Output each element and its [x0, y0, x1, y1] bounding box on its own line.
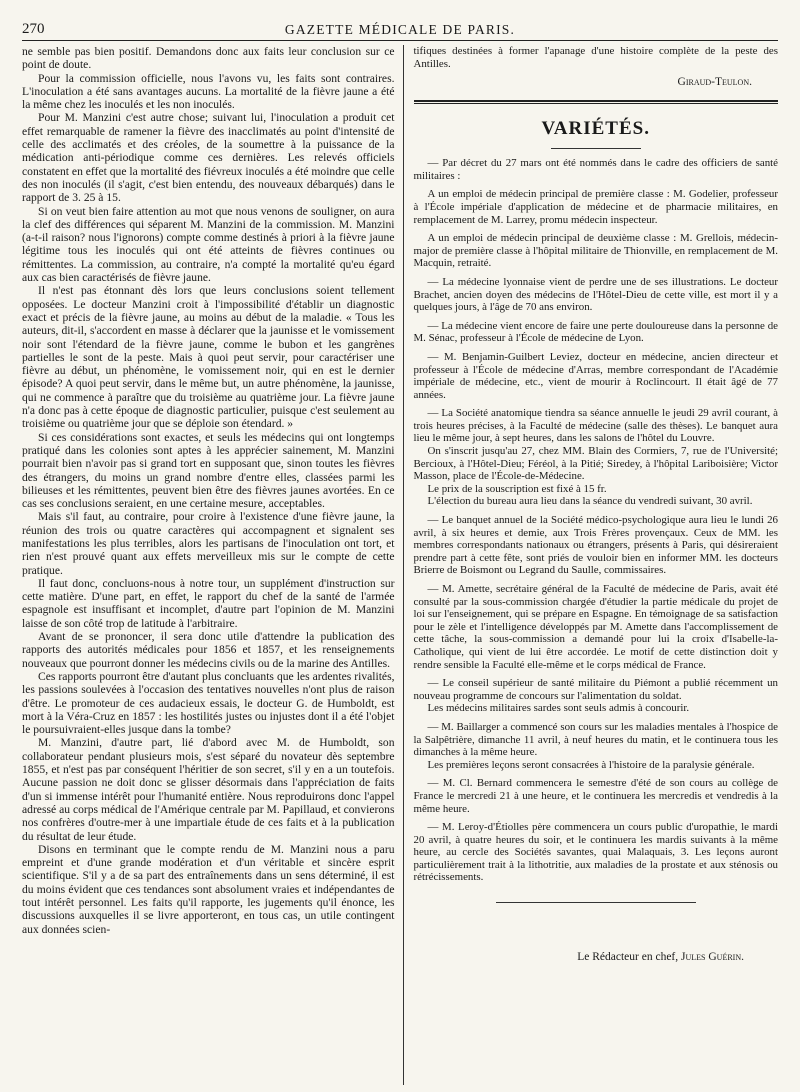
varietes-items	[414, 157, 779, 884]
section-title-rule	[551, 148, 641, 149]
article-paragraph: Ces rapports pourront être d'autant plus concluants que les ardentes rivalités, les passions soulevées à l'occasion des tentatives nouvelles n'ont plus de raison d'être. Le promoteur de ces audacieux essais, le docteur G. de Humboldt, est mort à la Véra-Cruz en 1857 : les hostilités justes ou injustes dont il a été l'objet le poursuivraient-elles jusque dans la tombe?	[22, 669, 395, 737]
news-item: Le prix de la souscription est fixé à 15 fr.	[427, 482, 607, 495]
end-rule	[496, 902, 696, 903]
section-rule-thin	[414, 103, 779, 104]
news-item: — M. Benjamin-Guilbert Leviez, docteur en médecine, ancien directeur et professeur à l'École de médecine d'Arras, membre correspondant de l'Académie impériale de médecine, etc., vient de mourir à Roclincourt. Il était âgé de 77 années.	[413, 350, 778, 401]
article-paragraph: Pour M. Manzini c'est autre chose; suivant lui, l'inoculation a produit cet effet remarquable de ramener la fièvre des inacclimatés au point d'intensité de celle des acclimatés et des créoles, de la soumettre à la puissance de la médication anti-périodique comme ces dernières. Les relevés officiels constatent en effet que la mortalité des fiévreux inoculés a été moindre que celle des non inoculés (il s'agit, c'est bien entendu, des nouveaux débarqués) dans le rapport de 3. 25 à 15.	[22, 111, 395, 205]
article-paragraph: Si ces considérations sont exactes, et seuls les médecins qui ont longtemps pratiqué dans les colonies sont aptes à les apprécier sainement, M. Manzini pourrait bien n'avoir pas si grand tort en supposant que, sinon toutes les fièvres des étrangers, du moins un grand nombre d'entre elles, classées parmi les bilieuses et les rémittentes, peuvent bien être des fièvres jaunes avortées. En ce cas ses conclusions seraient, en une certaine mesure, acceptables.	[22, 430, 395, 511]
news-item: — La médecine lyonnaise vient de perdre une de ses illustrations. Le docteur Brachet, ancien doyen des médecins de l'Hôtel-Dieu de cette ville, est mort il y a quelques jours, à l'âge de 70 ans environ.	[413, 275, 778, 314]
running-head	[22, 16, 778, 41]
editor-label: Le Rédacteur en chef,	[577, 951, 679, 964]
article-paragraph: Si on veut bien faire attention au mot que nous venons de souligner, on aura la clef des différences qui séparent M. Manzini de la commission. M. Manzini (a-t-il raison? nous l'ignorons) compte comme destinés à priori à la fièvre jaune légitime tous les inoculés qui ont été atteints de fièvres continues ou rémittentes. La commission, au contraire, n'a compté la mortalité qu'eu égard aux cas bien caractérisés de fièvre jaune.	[22, 204, 395, 285]
news-item: — M. Leroy-d'Étiolles père commencera un cours public d'uropathie, le mardi 20 avril, à quatre heures du soir, et le continuera les mardis suivants à la même heure, au cercle des Sociétés savantes, quai Malaquais, 3. Les leçons auront particulièrement trait à la lithotritie, aux maladies de la prostate et aux sténosis ou rétrécissements.	[413, 821, 778, 884]
news-item: — M. Amette, secrétaire général de la Faculté de médecine de Paris, avait été consulté par la sous-commission chargée d'étudier la partie médicale du projet de loi sur l'enseignement, qui se prépare en Espagne. En témoignage de sa satisfaction pour le zèle et l'intelligence développés par M. Amette dans l'accomplissement de cette tâche, la sous-commission a demandé pour lui la croix d'Isabelle-la-Catholique, qui vient de lui être accordée. Le motif de cette distinction doit y rendre sensible la Faculté elle-même et le corps médical de France.	[413, 583, 778, 671]
journal-title: GAZETTE MÉDICALE DE PARIS.	[284, 22, 516, 37]
article-paragraph: ne semble pas bien positif. Demandons donc aux faits leur conclusion sur ce point de doute.	[22, 45, 395, 72]
news-item: — Par décret du 27 mars ont été nommés dans le cadre des officiers de santé militaires :	[413, 157, 778, 182]
article-paragraph: Pour la commission officielle, nous l'avons vu, les faits sont contraires. L'inoculation a été sans avantages aucuns. La mortalité de la fièvre jaune a été la même chez les inoculés et les non inoculés.	[22, 71, 395, 112]
article-paragraph: Il faut donc, concluons-nous à notre tour, un supplément d'instruction sur cette matière. D'une part, en effet, le rapport du chef de la santé de l'armée espagnole est insuffisant et incomplet, d'autre part l'opinion de M. Manzini laisse de son côté trop de latitude à l'arbitraire.	[22, 576, 395, 630]
columns	[22, 45, 778, 1085]
news-item: Les médecins militaires sardes sont seuls admis à concourir.	[427, 702, 690, 715]
article-paragraph: Disons en terminant que le compte rendu de M. Manzini nous a paru empreint et d'une grande modération et d'un véritable et sincère esprit scientifique. S'il y a de sa part des entraînements dans un sens déterminé, il est du moins évident que ces tendances sont absolument vraies et indépendantes de tout intérêt personnel. Les faits qu'il rapporte, les jugements qu'il énonce, les discussions auxquelles il se livre apporteront, en tous cas, un utile contingent aux données scien-	[22, 842, 395, 936]
section-title: VARIÉTÉS.	[541, 118, 650, 140]
news-item: — Le banquet annuel de la Société médico-psychologique aura lieu le lundi 26 avril, à six heures et demie, aux Trois Frères provençaux. Ceux de MM. les membres correspondants nationaux ou étrangers, présents à Paris, qui désireraient prendre part à cette fête, sont priés de vouloir bien en informer MM. les docteurs Brierre de Boismont ou Legrand du Saulle, commissaires.	[413, 514, 778, 577]
news-item: — Le conseil supérieur de santé militaire du Piémont a publié récemment un nouveau programme de concours sur l'alimentation du soldat.	[413, 677, 778, 702]
news-item: Les premières leçons seront consacrées à l'histoire de la paralysie générale.	[427, 758, 755, 771]
news-item: A un emploi de médecin principal de première classe : M. Godelier, professeur à l'École impériale d'application de médecine et de pharmacie militaires, en remplacement de M. Larrey, promu médecin inspecteur.	[413, 188, 778, 226]
article-paragraph: Il n'est pas étonnant dès lors que leurs conclusions soient tellement opposées. Le docteur Manzini croit à l'impossibilité d'établir un diagnostic exact et précis de la fièvre jaune, au moins au début de la maladie. « Tous les auteurs, dit-il, s'accordent en masse à déclarer que la jaunisse et le vomissement noir sont l'étendard de la fièvre jaune, comme le bubon et les gangrènes partielles le sont de la peste. Mais à quoi peut servir, pour caractériser une fièvre au début, un phénomène, le vomissement noir, qui en est le dernier épisode? A quoi peut servir, dans le même but, un autre phénomène, la jaunisse, qui ne commence à paraître que du troisième au quatrième jour. La fièvre jaune n'a donc pas à cette époque de diagnostic particulier, puisque c'est seulement au troisième ou quatrième jour que se déploie son étendard. »	[22, 284, 395, 431]
right-column	[404, 45, 779, 1085]
news-item: L'élection du bureau aura lieu dans la séance du vendredi suivant, 30 avril.	[427, 495, 753, 508]
continuation-paragraph: tifiques destinées à former l'apanage d'une histoire complète de la peste des Antilles.	[413, 45, 778, 70]
news-item: — M. Cl. Bernard commencera le semestre d'été de son cours au collège de France le mercredi 21 à une heure, et le continuera les mercredis et vendredis à la même heure.	[413, 777, 778, 815]
editor-signature	[414, 951, 745, 963]
article-paragraph: M. Manzini, d'autre part, lié d'abord avec M. de Humboldt, son collaborateur pendant plusieurs mois, s'est séparé du novateur dès septembre 1855, et n'est pas par conséquent l'héritier de son secret, s'il y en a un toutefois. Aucune passion ne doit donc se glisser désormais dans l'appréciation de faits d'un si immense intérêt pour l'humanité entière. Nous reproduirons donc l'appel adressé au corps médical de l'Amérique centrale par M. Papillaud, et convierons nos confrères d'outre-mer à une impartiale étude de ces faits et à la publication du résultat de leur étude.	[22, 736, 395, 843]
article-signature: Giraud-Teulon.	[677, 76, 752, 89]
section-rule-thick	[414, 100, 779, 102]
article-paragraph: Avant de se prononcer, il sera donc utile d'attendre la publication des rapports des autorités médicales pour 1856 et 1857, et les renseignements nouveaux que pourront donner les médecins civils ou de la marine des Antilles.	[22, 630, 395, 670]
news-item: On s'inscrit jusqu'au 27, chez MM. Blain des Cormiers, 7, rue de l'Université; Bercioux, à l'Hôtel-Dieu; Féréol, à la Pitié; Siredey, à l'hôpital Lariboisière; Victor Masson, place de l'École-de-Médecine.	[413, 445, 778, 483]
news-item: A un emploi de médecin principal de deuxième classe : M. Grellois, médecin-major de première classe à l'hôpital militaire de Thionville, en remplacement de M. Macquin, retraité.	[413, 232, 778, 270]
news-item: — M. Baillarger a commencé son cours sur les maladies mentales à l'hospice de la Salpêtrière, dimanche 11 avril, à neuf heures du matin, et le continuera tous les dimanches à la même heure.	[413, 720, 778, 759]
editor-name: Jules Guérin.	[681, 951, 744, 964]
news-item: — La médecine vient encore de faire une perte douloureuse dans la personne de M. Sénac, professeur à l'École de médecine de Lyon.	[413, 319, 778, 345]
left-column	[22, 45, 403, 1085]
page-number: 270	[22, 21, 45, 37]
news-item: — La Société anatomique tiendra sa séance annuelle le jeudi 29 avril courant, à trois heures précises, à la Faculté de médecine (salle des thèses). Le banquet aura lieu le même jour, à sept heures, dans les salons de l'hôtel du Louvre.	[413, 407, 778, 445]
article-paragraph: Mais s'il faut, au contraire, pour croire à l'existence d'une fièvre jaune, la réunion des trois ou quatre caractères qui accompagnent et signalent ses manifestations les plus terribles, alors les partisans de l'inoculation ont tort, et rien n'est prouvé quant aux effets merveilleux mis sur le compte de cette pratique.	[22, 510, 395, 577]
